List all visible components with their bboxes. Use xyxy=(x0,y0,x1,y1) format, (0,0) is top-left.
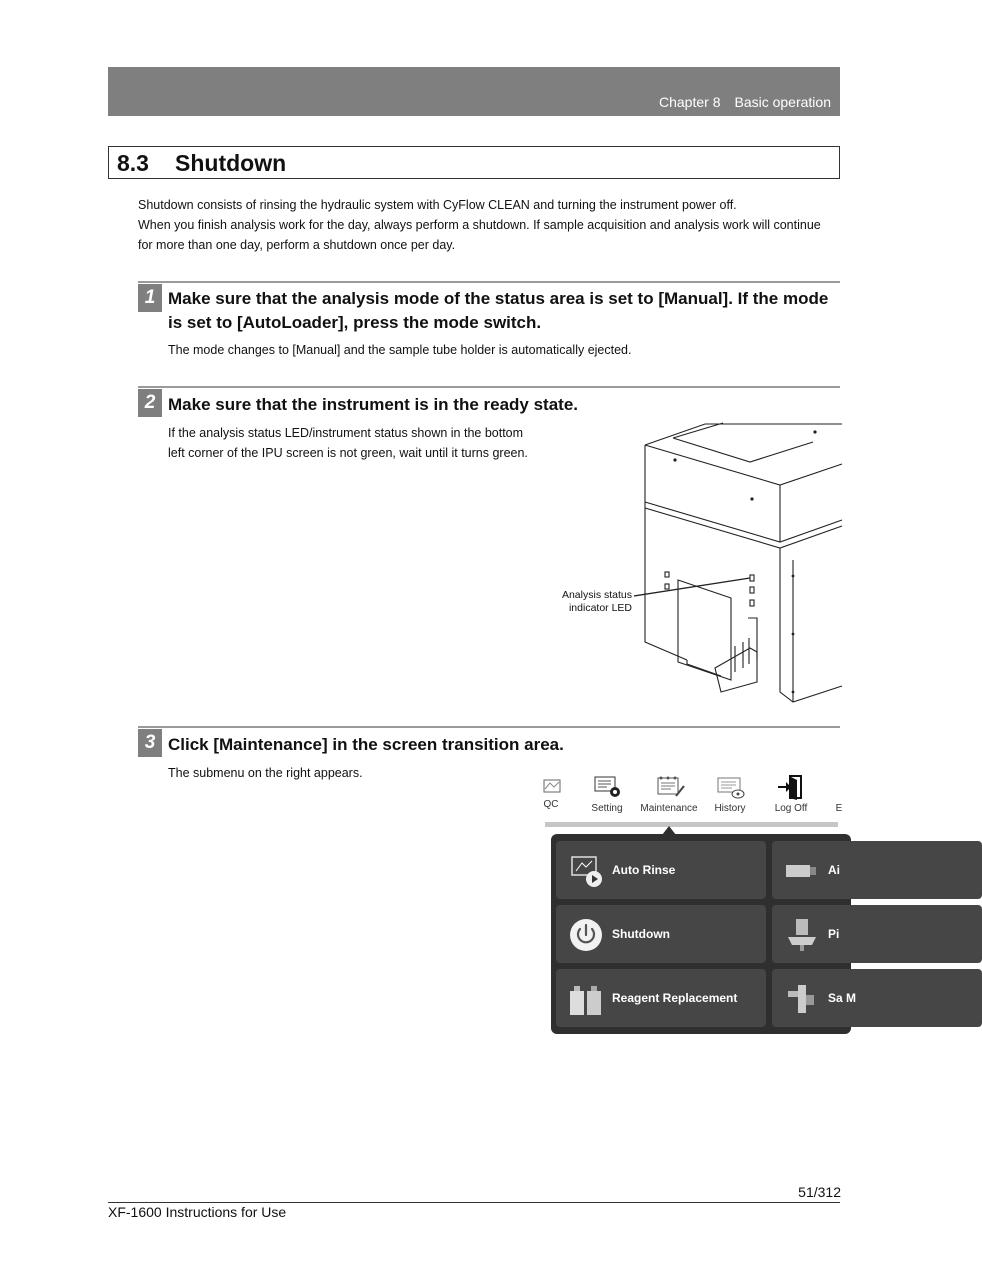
history-icon xyxy=(714,774,746,800)
toolbar-qc-button[interactable] xyxy=(539,772,563,822)
step-body-text: The mode changes to [Manual] and the sample tube holder is automatically ejected. xyxy=(168,343,632,357)
step-body-text: If the analysis status LED/instrument status shown in the bottom left corner of the IPU screen is not green, wait until it turns green. xyxy=(168,426,528,460)
maintenance-submenu xyxy=(551,834,857,1034)
screen-transition-area xyxy=(543,772,843,824)
menu-item-label: Auto Rinse xyxy=(612,863,676,877)
step-divider xyxy=(138,386,840,388)
toolbar-label: Log Off xyxy=(774,803,808,814)
step-number-2: 2 xyxy=(138,389,162,417)
chapter-heading xyxy=(659,94,831,110)
toolbar-next-button[interactable] xyxy=(829,772,849,822)
auto-rinse-menu-item[interactable] xyxy=(556,841,766,899)
led-callout-label: Analysis status indicator LED xyxy=(561,589,632,614)
chapter-number: Chapter 8 xyxy=(659,94,721,110)
footer-doc-title: XF-1600 Instructions for Use xyxy=(108,1204,287,1220)
toolbar-log-off-button[interactable] xyxy=(769,772,813,822)
step-title-1: Make sure that the analysis mode of the status area is set to [Manual]. If the mode is set to [AutoLoader], press the mode switch. xyxy=(168,289,829,332)
section-heading xyxy=(108,146,840,179)
section-number: 8.3 xyxy=(117,150,149,176)
step-divider xyxy=(138,281,840,283)
menu-item-label: Sa M xyxy=(828,991,857,1005)
instrument-illustration xyxy=(545,420,842,710)
step-body-1 xyxy=(168,341,838,361)
intro-paragraph: Shutdown consists of rinsing the hydraulic system with CyFlow CLEAN and turning the instrument power off. xyxy=(138,198,737,212)
menu-item-label: Pi xyxy=(828,927,840,941)
sampler-menu-item[interactable] xyxy=(772,969,982,1027)
page-number: 51/312 xyxy=(798,1184,841,1200)
auto-rinse-icon xyxy=(568,853,604,889)
toolbar-setting-button[interactable] xyxy=(587,772,627,822)
power-icon xyxy=(568,917,604,953)
toolbar-label: Maintenance xyxy=(640,803,698,814)
intro-paragraph: When you finish analysis work for the day, always perform a shutdown. If sample acquisition and analysis work will continue for more than one day, perform a shutdown once per day. xyxy=(138,218,821,252)
toolbar-label: Setting xyxy=(591,803,623,814)
maintenance-icon xyxy=(652,774,686,800)
setting-icon xyxy=(591,774,623,800)
toolbar-history-button[interactable] xyxy=(709,772,751,822)
step-divider xyxy=(138,726,840,728)
toolbar-maintenance-button[interactable] xyxy=(639,772,699,822)
air-icon xyxy=(784,853,820,889)
footer-divider xyxy=(108,1202,840,1203)
piercer-menu-item[interactable] xyxy=(772,905,982,963)
log-off-icon xyxy=(775,774,807,800)
menu-item-label: Ai xyxy=(828,863,840,877)
menu-item-label: Shutdown xyxy=(612,927,670,941)
step-title-2: Make sure that the instrument is in the ready state. xyxy=(168,395,579,414)
piercer-icon xyxy=(784,917,820,953)
qc-icon xyxy=(542,774,560,796)
toolbar-label: History xyxy=(714,803,746,814)
chapter-header-band xyxy=(108,67,840,116)
step-body-3 xyxy=(168,764,528,784)
reagent-replacement-menu-item[interactable] xyxy=(556,969,766,1027)
step-number-3: 3 xyxy=(138,729,162,757)
toolbar-label: E xyxy=(835,803,843,814)
step-body-2 xyxy=(168,424,538,463)
shutdown-menu-item[interactable] xyxy=(556,905,766,963)
chapter-title: Basic operation xyxy=(734,94,831,110)
step-number-1: 1 xyxy=(138,284,162,312)
section-title: Shutdown xyxy=(175,150,287,176)
maintenance-submenu-screenshot xyxy=(543,772,857,1032)
toolbar-underline xyxy=(545,822,838,827)
sampler-icon xyxy=(784,981,820,1017)
step-title-3: Click [Maintenance] in the screen transition area. xyxy=(168,735,564,754)
toolbar-label: QC xyxy=(543,799,559,810)
step-body-text: The submenu on the right appears. xyxy=(168,766,363,780)
reagent-bottles-icon xyxy=(568,981,604,1017)
intro-text xyxy=(138,195,838,255)
air-menu-item[interactable] xyxy=(772,841,982,899)
menu-item-label: Reagent Replacement xyxy=(612,991,738,1005)
